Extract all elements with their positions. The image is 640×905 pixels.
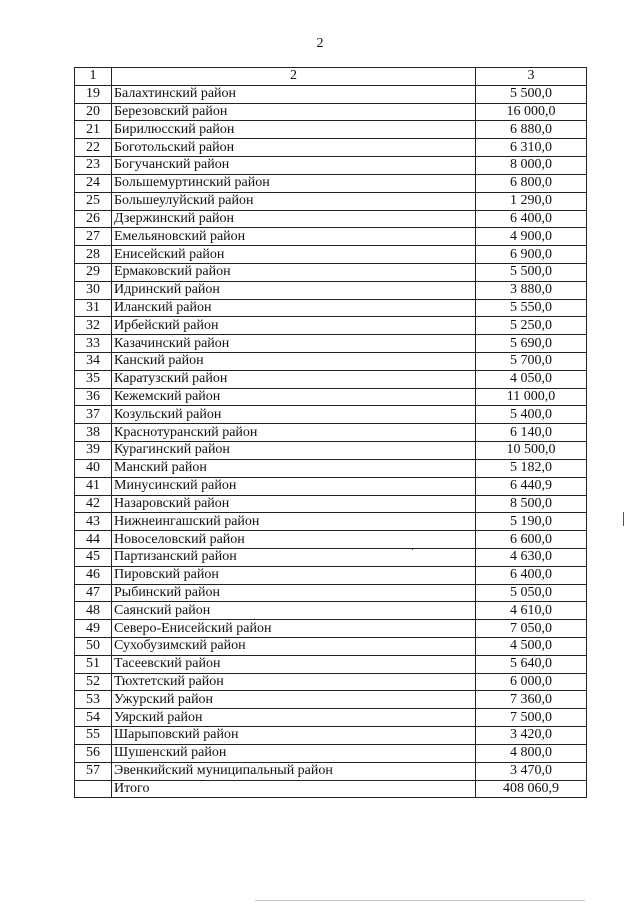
table-row: [75, 121, 587, 139]
row-name: Богучанский район: [112, 157, 476, 175]
row-number: 51: [75, 655, 112, 673]
row-name: Шушенский район: [112, 744, 476, 762]
row-value: 16 000,0: [476, 103, 587, 121]
row-name: Новоселовский район: [112, 531, 476, 549]
row-value: 7 500,0: [476, 709, 587, 727]
row-value: 4 050,0: [476, 370, 587, 388]
table-row: [75, 477, 587, 495]
scan-speck: [412, 549, 413, 550]
row-value: 5 190,0: [476, 513, 587, 531]
row-name: Каратузский район: [112, 370, 476, 388]
table-row: [75, 317, 587, 335]
row-name: Тюхтетский район: [112, 673, 476, 691]
row-number: 47: [75, 584, 112, 602]
row-value: 3 880,0: [476, 281, 587, 299]
row-name: Эвенкийский муниципальный район: [112, 762, 476, 780]
table-row: [75, 103, 587, 121]
row-value: 6 310,0: [476, 139, 587, 157]
row-name: Балахтинский район: [112, 85, 476, 103]
row-value: 6 440,9: [476, 477, 587, 495]
row-name: Бирилюсский район: [112, 121, 476, 139]
row-value: 5 690,0: [476, 335, 587, 353]
table-row: [75, 691, 587, 709]
table-row: [75, 424, 587, 442]
row-name: Ужурский район: [112, 691, 476, 709]
table-row: [75, 210, 587, 228]
row-number: 24: [75, 174, 112, 192]
row-value: 4 800,0: [476, 744, 587, 762]
table-row: [75, 744, 587, 762]
row-name: Нижнеингашский район: [112, 513, 476, 531]
table-row: [75, 531, 587, 549]
row-name: Шарыповский район: [112, 727, 476, 745]
table-row: [75, 85, 587, 103]
row-name: Ирбейский район: [112, 317, 476, 335]
row-value: 5 250,0: [476, 317, 587, 335]
row-number: 42: [75, 495, 112, 513]
scan-speck: [255, 900, 585, 901]
row-number: 26: [75, 210, 112, 228]
table-row: [75, 442, 587, 460]
row-number: 40: [75, 459, 112, 477]
table-row: [75, 513, 587, 531]
row-name: Северо-Енисейский район: [112, 620, 476, 638]
table-row: [75, 157, 587, 175]
row-number: [75, 780, 112, 798]
table-row: [75, 638, 587, 656]
allocation-table: [74, 67, 587, 798]
row-value: 5 500,0: [476, 85, 587, 103]
header-cell-value: 3: [476, 68, 587, 86]
row-name: Дзержинский район: [112, 210, 476, 228]
row-value: 5 500,0: [476, 263, 587, 281]
row-name: Боготольский район: [112, 139, 476, 157]
row-name: Енисейский район: [112, 246, 476, 264]
row-value: 5 050,0: [476, 584, 587, 602]
row-number: 32: [75, 317, 112, 335]
row-name: Идринский район: [112, 281, 476, 299]
row-name: Краснотуранский район: [112, 424, 476, 442]
row-number: 37: [75, 406, 112, 424]
row-number: 48: [75, 602, 112, 620]
row-number: 20: [75, 103, 112, 121]
row-name: Канский район: [112, 353, 476, 371]
scan-speck: [623, 512, 624, 526]
row-value: 6 880,0: [476, 121, 587, 139]
table-row: [75, 139, 587, 157]
row-name: Большеулуйский район: [112, 192, 476, 210]
row-name: Тасеевский район: [112, 655, 476, 673]
row-number: 41: [75, 477, 112, 495]
row-number: 54: [75, 709, 112, 727]
row-name: Минусинский район: [112, 477, 476, 495]
row-number: 46: [75, 566, 112, 584]
row-value: 6 000,0: [476, 673, 587, 691]
row-value: 11 000,0: [476, 388, 587, 406]
row-number: 31: [75, 299, 112, 317]
row-value: 8 000,0: [476, 157, 587, 175]
table-row: [75, 762, 587, 780]
row-number: 29: [75, 263, 112, 281]
table-row: [75, 228, 587, 246]
row-name: Назаровский район: [112, 495, 476, 513]
row-value: 4 900,0: [476, 228, 587, 246]
row-number: 30: [75, 281, 112, 299]
row-number: 38: [75, 424, 112, 442]
row-number: 35: [75, 370, 112, 388]
table-row: [75, 459, 587, 477]
table-header-row: [75, 68, 587, 86]
row-value: 408 060,9: [476, 780, 587, 798]
row-number: 55: [75, 727, 112, 745]
table-row: [75, 192, 587, 210]
row-value: 4 500,0: [476, 638, 587, 656]
table-row: [75, 281, 587, 299]
table-row: [75, 299, 587, 317]
row-value: 5 400,0: [476, 406, 587, 424]
table-row: [75, 335, 587, 353]
row-name: Партизанский район: [112, 548, 476, 566]
header-cell-name: 2: [112, 68, 476, 86]
table-row: [75, 388, 587, 406]
row-value: 3 470,0: [476, 762, 587, 780]
row-name: Уярский район: [112, 709, 476, 727]
table-row: [75, 655, 587, 673]
header-cell-number: 1: [75, 68, 112, 86]
row-number: 23: [75, 157, 112, 175]
table-row: [75, 548, 587, 566]
row-number: 52: [75, 673, 112, 691]
row-number: 44: [75, 531, 112, 549]
row-value: 8 500,0: [476, 495, 587, 513]
row-name: Козульский район: [112, 406, 476, 424]
table-row: [75, 620, 587, 638]
table-row: [75, 174, 587, 192]
row-number: 19: [75, 85, 112, 103]
row-value: 5 550,0: [476, 299, 587, 317]
row-number: 21: [75, 121, 112, 139]
table-row: [75, 246, 587, 264]
row-value: 4 630,0: [476, 548, 587, 566]
table-row: [75, 709, 587, 727]
row-name: Кежемский район: [112, 388, 476, 406]
row-number: 34: [75, 353, 112, 371]
row-name: Манский район: [112, 459, 476, 477]
row-number: 49: [75, 620, 112, 638]
row-name: Казачинский район: [112, 335, 476, 353]
row-value: 10 500,0: [476, 442, 587, 460]
total-row: [75, 780, 587, 798]
row-value: 3 420,0: [476, 727, 587, 745]
row-number: 53: [75, 691, 112, 709]
row-number: 57: [75, 762, 112, 780]
row-name: Сухобузимский район: [112, 638, 476, 656]
row-number: 50: [75, 638, 112, 656]
row-number: 28: [75, 246, 112, 264]
row-number: 33: [75, 335, 112, 353]
row-name: Пировский район: [112, 566, 476, 584]
row-value: 6 140,0: [476, 424, 587, 442]
row-value: 5 182,0: [476, 459, 587, 477]
row-value: 6 400,0: [476, 210, 587, 228]
row-name: Рыбинский район: [112, 584, 476, 602]
row-value: 6 900,0: [476, 246, 587, 264]
row-value: 5 700,0: [476, 353, 587, 371]
table-row: [75, 353, 587, 371]
row-number: 56: [75, 744, 112, 762]
row-name: Итого: [112, 780, 476, 798]
row-value: 6 400,0: [476, 566, 587, 584]
row-number: 43: [75, 513, 112, 531]
row-name: Березовский район: [112, 103, 476, 121]
row-name: Большемуртинский район: [112, 174, 476, 192]
row-name: Емельяновский район: [112, 228, 476, 246]
table-row: [75, 370, 587, 388]
table-row: [75, 495, 587, 513]
row-name: Иланский район: [112, 299, 476, 317]
table-row: [75, 566, 587, 584]
row-number: 39: [75, 442, 112, 460]
table-row: [75, 727, 587, 745]
row-value: 6 600,0: [476, 531, 587, 549]
row-number: 45: [75, 548, 112, 566]
table-row: [75, 406, 587, 424]
row-name: Саянский район: [112, 602, 476, 620]
row-number: 27: [75, 228, 112, 246]
row-number: 25: [75, 192, 112, 210]
row-value: 4 610,0: [476, 602, 587, 620]
row-number: 36: [75, 388, 112, 406]
table-row: [75, 673, 587, 691]
row-value: 5 640,0: [476, 655, 587, 673]
table-row: [75, 584, 587, 602]
row-value: 1 290,0: [476, 192, 587, 210]
page-number: 2: [316, 36, 324, 51]
row-name: Курагинский район: [112, 442, 476, 460]
row-number: 22: [75, 139, 112, 157]
row-value: 7 050,0: [476, 620, 587, 638]
row-name: Ермаковский район: [112, 263, 476, 281]
row-value: 7 360,0: [476, 691, 587, 709]
table-row: [75, 263, 587, 281]
row-value: 6 800,0: [476, 174, 587, 192]
table-row: [75, 602, 587, 620]
